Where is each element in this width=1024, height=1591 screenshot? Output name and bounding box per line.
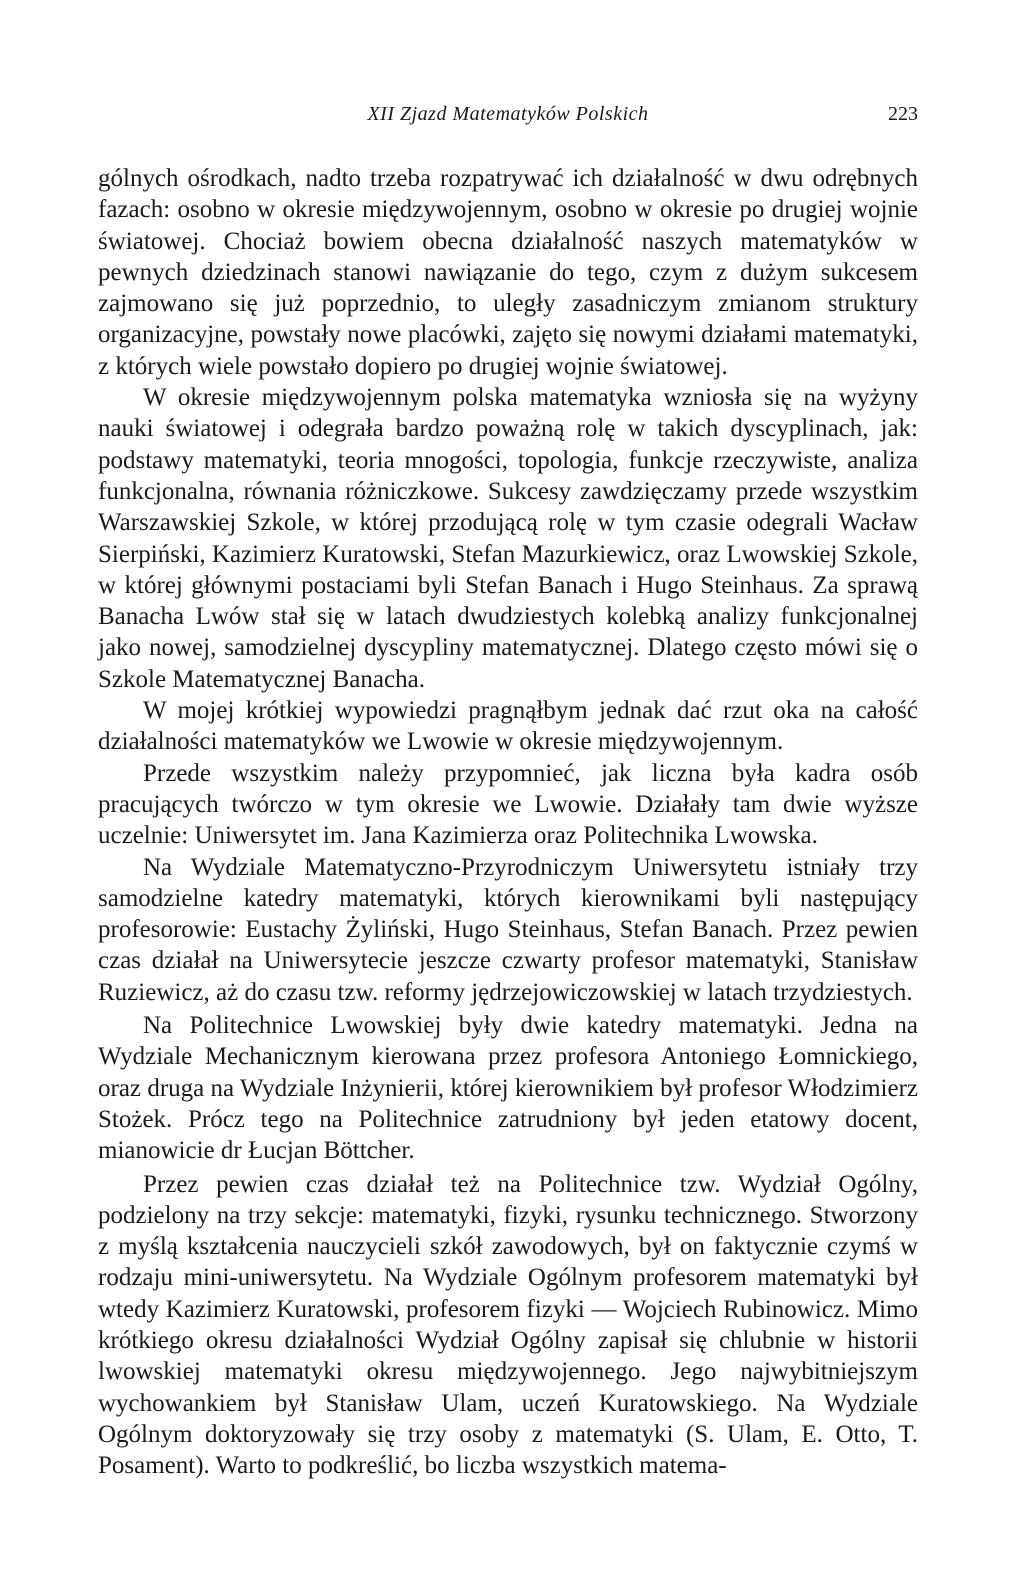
paragraph-7: Przez pewien czas działał też na Politechnice tzw. Wydział Ogólny, podzielony na trzy sekcje: matematyki, fizyki, rysunku technicznego. Stworzony z myślą kształcenia nauczycieli szkół zawodowych, był on faktycznie czymś w rodzaju mini-uniwersytetu. Na Wydziale Ogólnym profesorem matematyki był wtedy Kazimierz Kuratowski, profesorem fizyki — Wojciech Rubinowicz. Mimo krótkiego okresu działalności Wydział Ogólny zapisał się chlubnie w historii lwowskiej matematyki okresu międzywojennego. Jego najwybitniejszym wychowankiem był Stanisław Ulam, uczeń Kuratowskiego. Na Wydziale Ogólnym doktoryzowały się trzy osoby z matematyki (S. Ulam, E. Otto, T. Posament). Warto to podkreślić, bo liczba wszystkich matema-	[98, 1170, 918, 1480]
paragraph-1: gólnych ośrodkach, nadto trzeba rozpatrywać ich działalność w dwu odrębnych fazach: osobno w okresie międzywojennym, osobno w okresie po drugiej wojnie światowej. Chociaż bowiem obecna działalność naszych matematyków w pewnych dziedzinach stanowi nawiązanie do tego, czym z dużym sukcesem zajmowano się już poprzednio, to uległy zasadniczym zmianom struktury organizacyjne, powstały nowe placówki, zajęto się nowymi działami matematyki, z których wiele powstało dopiero po drugiej wojnie światowej.	[98, 165, 918, 380]
running-title: XII Zjazd Matematyków Polskich	[367, 103, 649, 125]
document-page	[98, 0, 918, 1591]
paragraph-6: Na Politechnice Lwowskiej były dwie katedry matematyki. Jedna na Wydziale Mechanicznym kierowana przez profesora Antoniego Łomnickiego, oraz druga na Wydziale Inżynierii, której kierownikiem był profesor Włodzimierz Stożek. Prócz tego na Politechnice zatrudniony był jeden etatowy docent, mianowicie dr Łucjan Böttcher.	[98, 1012, 918, 1165]
paragraph-4: Przede wszystkim należy przypomnieć, jak liczna była kadra osób pracujących twórczo w tym okresie we Lwowie. Działały tam dwie wyższe uczelnie: Uniwersytet im. Jana Kazimierza oraz Politechnika Lwowska.	[98, 759, 918, 850]
page-number: 223	[888, 103, 918, 125]
paragraph-2: W okresie międzywojennym polska matematyka wzniosła się na wyżyny nauki światowej i odegrała bardzo poważną rolę w takich dyscyplinach, jak: podstawy matematyki, teoria mnogości, topologia, funkcje rzeczywiste, analiza funkcjonalna, równania różniczkowe. Sukcesy zawdzięczamy przede wszystkim Warszawskiej Szkole, w której przodującą rolę w tym czasie odegrali Wacław Sierpiński, Kazimierz Kuratowski, Stefan Mazurkiewicz, oraz Lwowskiej Szkole, w której głównymi postaciami byli Stefan Banach i Hugo Steinhaus. Za sprawą Banacha Lwów stał się w latach dwudziestych kolebką analizy funkcjonalnej jako nowej, samodzielnej dyscypliny matematycznej. Dlatego często mówi się o Szkole Matematycznej Banacha.	[98, 384, 918, 693]
running-header	[98, 103, 918, 133]
paragraph-3: W mojej krótkiej wypowiedzi pragnąłbym jednak dać rzut oka na całość działalności matematyków we Lwowie w okresie międzywojennym.	[98, 697, 918, 756]
body-text	[98, 163, 918, 1481]
paragraph-5: Na Wydziale Matematyczno-Przyrodniczym Uniwersytetu istniały trzy samodzielne katedry matematyki, których kierownikami byli następujący profesorowie: Eustachy Żyliński, Hugo Steinhaus, Stefan Banach. Przez pewien czas działał na Uniwersytecie jeszcze czwarty profesor matematyki, Stanisław Ruziewicz, aż do czasu tzw. reformy jędrzejowiczowskiej w latach trzydziestych.	[98, 853, 918, 1006]
